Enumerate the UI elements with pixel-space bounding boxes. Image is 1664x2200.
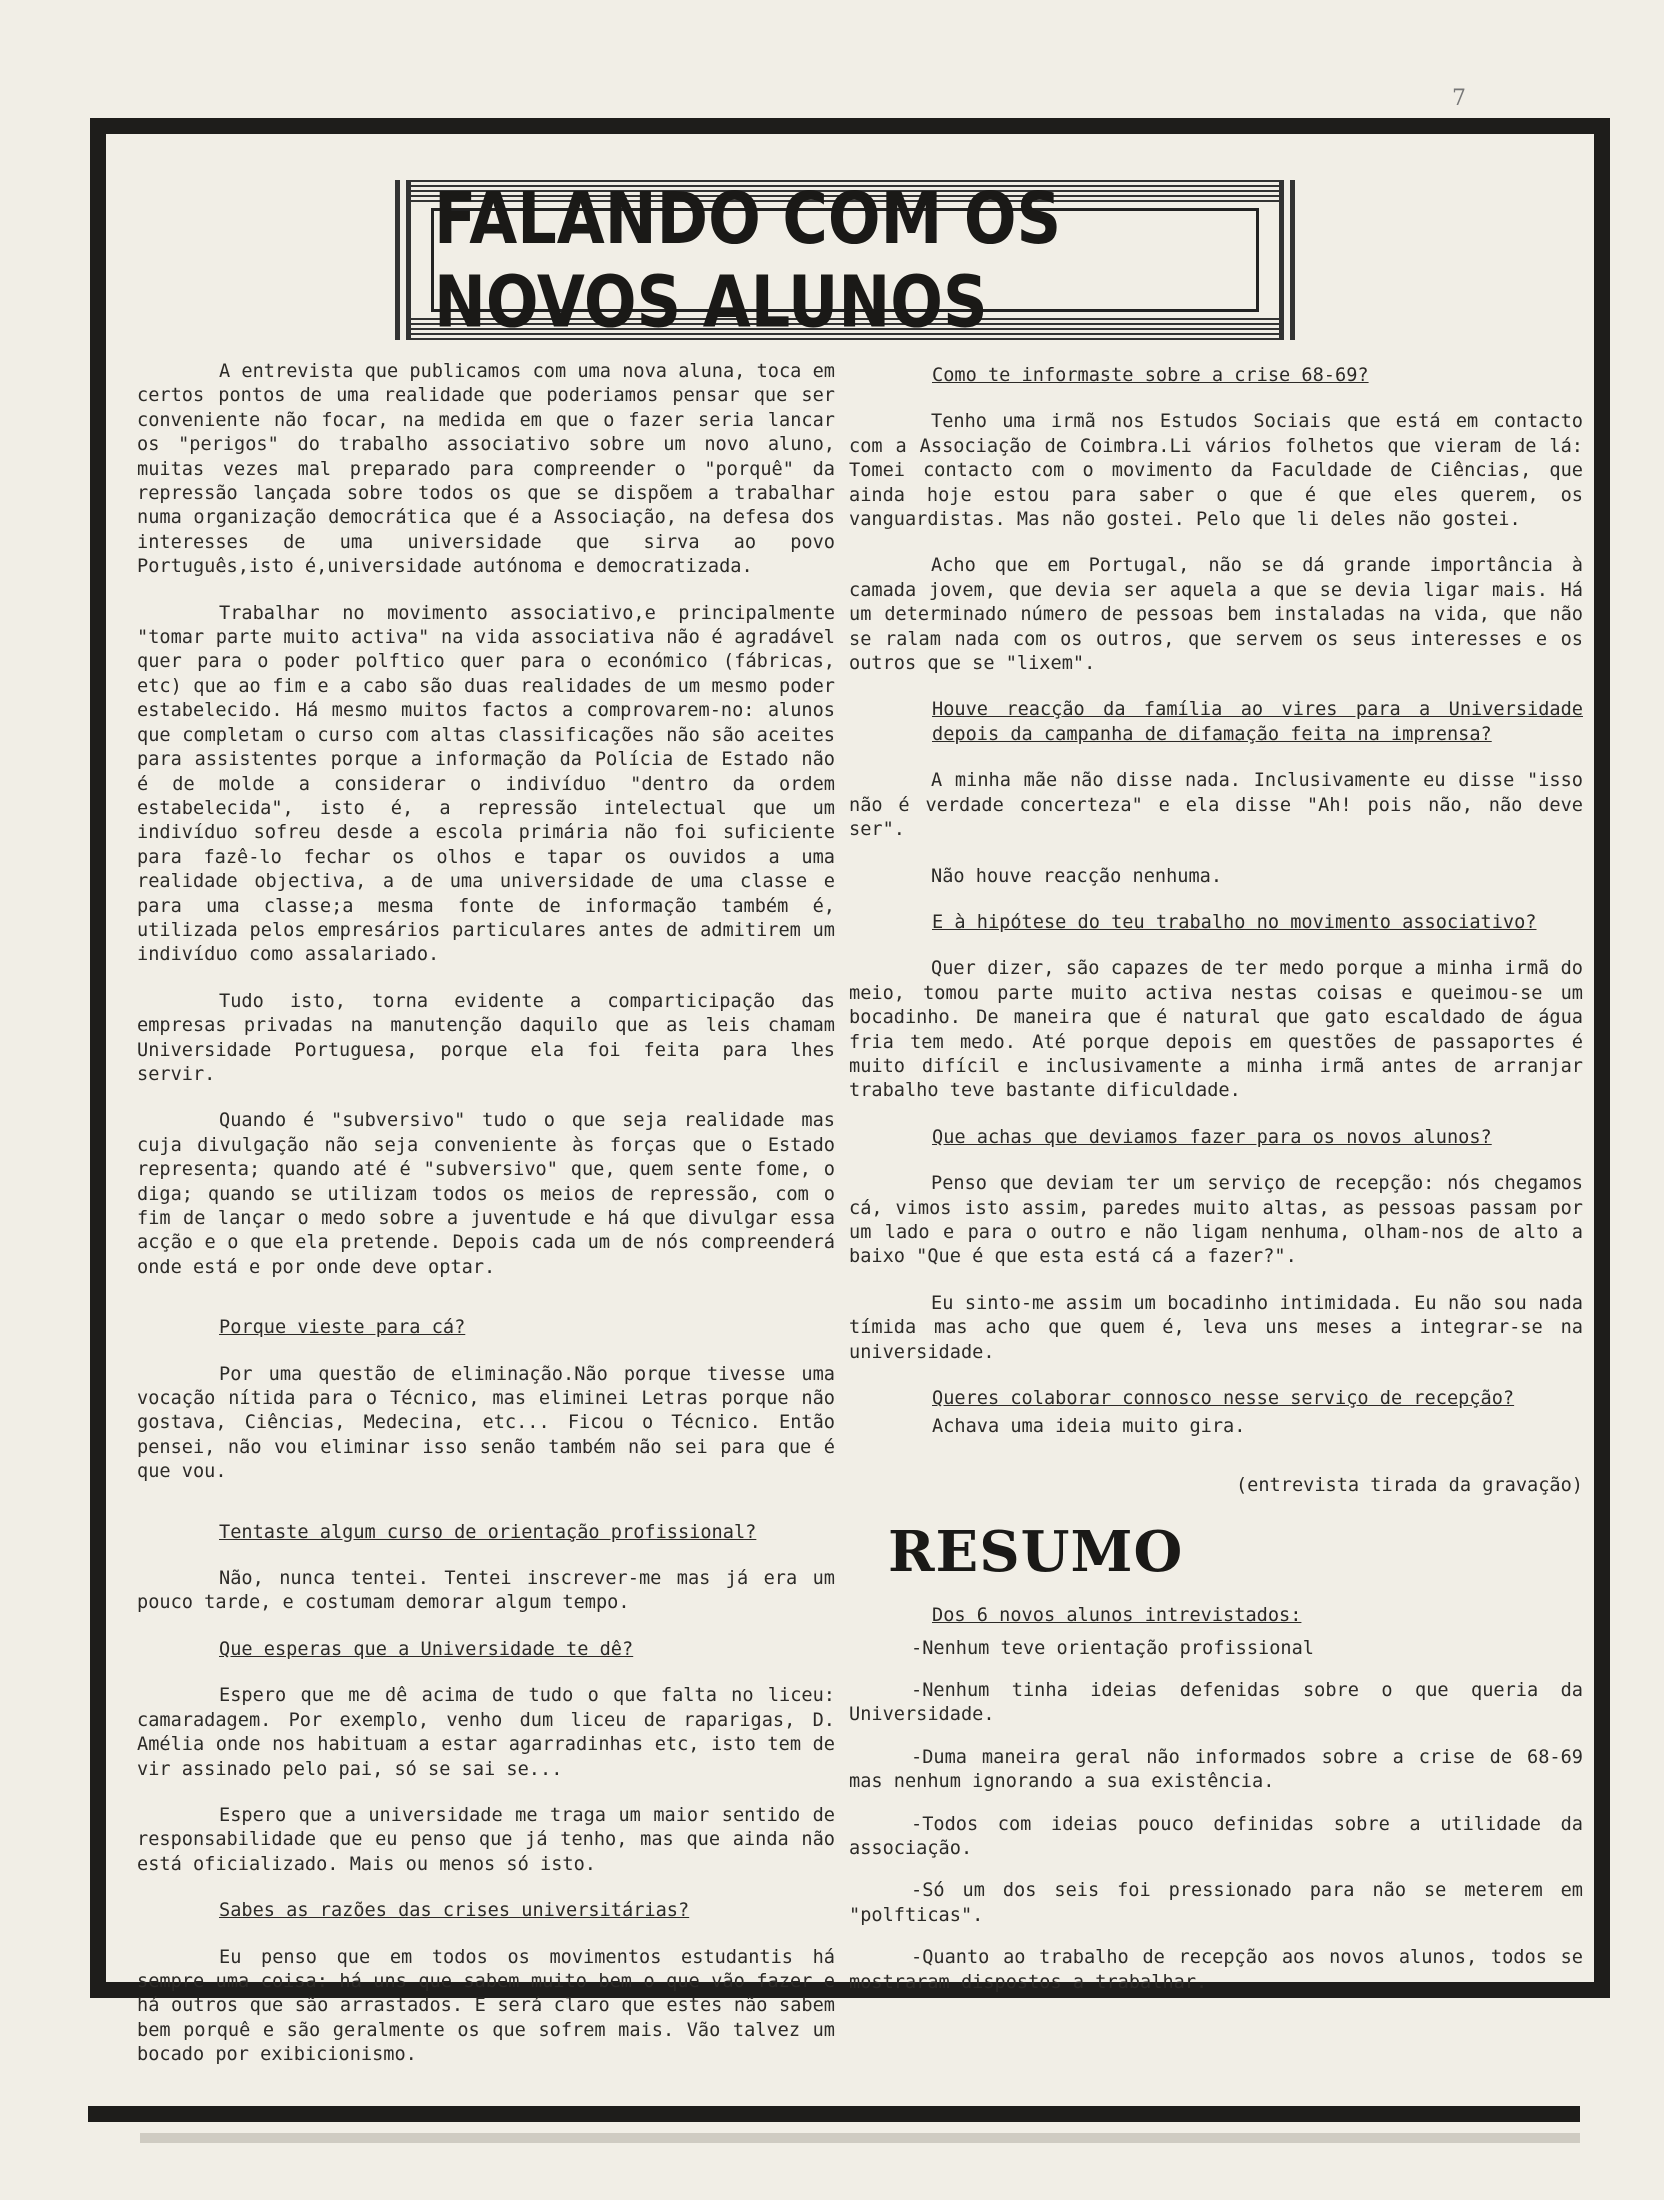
interview-question: Como te informaste sobre a crise 68-69? xyxy=(932,365,1369,386)
resumo-item: -Todos com ideias pouco definidas sobre a utilidade da associação. xyxy=(849,1813,1583,1860)
interview-answer: Não, nunca tentei. Tentei inscrever-me mas já era um pouco tarde, e costumam demorar algum tempo. xyxy=(137,1568,835,1614)
page-number: 7 xyxy=(1452,86,1466,111)
interview-question: Que esperas que a Universidade te dê? xyxy=(219,1638,634,1660)
source-note: (entrevista tirada da gravação) xyxy=(1235,1474,1583,1496)
interview-question: E à hipótese do teu trabalho no movimento associativo? xyxy=(932,911,1537,933)
resumo-item: -Nenhum tinha ideias defenidas sobre o que queria da Universidade. xyxy=(849,1680,1583,1726)
interview-answer: Quer dizer, são capazes de ter medo porque a minha irmã do meio, tomou parte muito activa nestas coisas e queimou-se um bocadinho. De maneira que é natural que gato escaldado de água fria tem medo. Até porque depois em questões de passaportes é muito difícil e inclusivamente a minha irmã antes de arranjar trabalho teve bastante dificuldade. xyxy=(849,958,1583,1102)
resumo-item: -Nenhum teve orientação profissional xyxy=(911,1637,1314,1659)
interview-answer: Por uma questão de eliminação.Não porque tivesse uma vocação nítida para o Técnico, mas eliminei Letras porque não gostava, Ciências, Medecina, etc... Ficou o Técnico. Então pensei, não vou eliminar isso senão também não sei para que é que vou. xyxy=(137,1363,835,1483)
resumo-item: -Duma maneira geral não informados sobre a crise de 68-69 mas nenhum ignorando a sua existência. xyxy=(849,1746,1583,1793)
interview-answer: Eu penso que em todos os movimentos estudantis há sempre uma coisa: há uns que sabem muito bem o que vão fazer e há outros que são arrastados. E será claro que estes não sabem bem porquê e são geralmente os que sofrem mais. Vão talvez um bocado por exibicionismo. xyxy=(137,1946,835,2066)
interview-answer: Penso que deviam ter um serviço de recepção: nós chegamos cá, vimos isto assim, paredes muito altas, as pessoas passam por um lado e para o outro e não ligam nenhuma, olham-nos de alto a baixo "Que é que esta está cá a fazer?". xyxy=(849,1173,1583,1268)
bottom-rule xyxy=(88,2106,1580,2122)
resumo-heading: RESUMO xyxy=(888,1519,1184,1586)
right-column xyxy=(849,364,1583,2013)
left-column xyxy=(137,360,835,2090)
resumo-item: -Quanto ao trabalho de recepção aos novos alunos, todos se mostraram dispostos a trabalhar. xyxy=(849,1947,1583,1993)
interview-answer: A minha mãe não disse nada. Inclusivamente eu disse "isso não é verdade concerteza" e ela disse "Ah! pois não, não deve ser". xyxy=(849,770,1583,841)
bottom-shade-bar xyxy=(140,2133,1580,2143)
intro-paragraph: A entrevista que publicamos com uma nova aluna, toca em certos pontos de uma realidade que poderiamos pensar que ser conveniente não focar, na medida em que o fazer seria lancar os "perigos" do trabalho associativo sobre um novo aluno, muitas vezes mal preparado para compreender o "porquê" da repressão lançada sobre todos os que se dispõem a trabalhar numa organização democrática que é a Associação, na defesa dos interesses de uma universidade que sirva ao povo Português,isto é,universidade autónoma e democratizada. xyxy=(137,361,835,578)
title-box xyxy=(431,176,1259,344)
intro-paragraph: Trabalhar no movimento associativo,e principalmente "tomar parte muito activa" na vida associativa não é agradável quer para o poder polftico quer para o económico (fábricas, etc) que ao fim e a cabo são duas realidades de um mesmo poder estabelecido. Há mesmo muitos factos a comprovarem-no: alunos que completam o curso com altas classificações não são aceites para assistentes porque a informação da Polícia de Estado não é de molde a considerar o indivíduo "dentro da ordem estabelecida", isto é, a repressão intelectual que um indivíduo sofreu desde a escola primária não foi suficiente para fazê-lo fechar os olhos e tapar os ouvidos a uma realidade objectiva, a de uma universidade de uma classe e para uma classe;a mesma fonte de informação também é, utilizada pelos empresários particulares antes de admitirem um indivíduo como assalariado. xyxy=(137,602,835,966)
interview-answer: Espero que me dê acima de tudo o que falta no liceu: camaradagem. Por exemplo, venho dum liceu de raparigas, D. Amélia onde nos habituam a estar agarradinhas etc, isto tem de vir assinado pelo pai, só se sai se... xyxy=(137,1685,835,1780)
interview-question: Queres colaborar connosco nesse serviço de recepção? xyxy=(932,1388,1515,1409)
interview-question: Porque vieste para cá? xyxy=(219,1317,466,1339)
intro-paragraph: Tudo isto, torna evidente a comparticipação das empresas privadas na manutenção daquilo que as leis chamam Universidade Portuguesa, porque ela foi feita para lhes servir. xyxy=(137,990,835,1085)
interview-question: Que achas que deviamos fazer para os novos alunos? xyxy=(932,1126,1492,1148)
intro-paragraph: Quando é "subversivo" tudo o que seja realidade mas cuja divulgação não seja conveniente às forças que o Estado representa; quando até é "subversivo" que, quem sente fome, o diga; quando se utilizam todos os meios de repressão, com o fim de lançar o medo sobre a juventude e há que divulgar essa acção e o que ela pretende. Depois cada um de nós compreenderá onde está e por onde deve optar. xyxy=(137,1110,835,1278)
interview-answer: Não houve reacção nenhuma. xyxy=(931,865,1223,887)
title-banner xyxy=(395,176,1295,344)
interview-answer: Eu sinto-me assim um bocadinho intimidada. Eu não sou nada tímida mas acho que quem é, leva uns meses a integrar-se na universidade. xyxy=(849,1292,1583,1363)
resumo-item: -Só um dos seis foi pressionado para não se meterem em "polfticas". xyxy=(849,1880,1583,1926)
resumo-subtitle: Dos 6 novos alunos intrevistados: xyxy=(932,1605,1302,1627)
interview-question: Tentaste algum curso de orientação profissional? xyxy=(219,1521,757,1543)
interview-answer: Acho que em Portugal, não se dá grande importância à camada jovem, que devia ser aquela a que se devia ligar mais. Há um determinado número de pessoas bem instaladas na vida, que não se ralam nada com os outros, que servem os seus interesses e os outros que se "lixem". xyxy=(849,555,1583,675)
article-title: FALANDO COM OS NOVOS ALUNOS xyxy=(434,176,1062,344)
interview-question: Houve reacção da família ao vires para a Universidade depois da campanha de difamação feita na imprensa? xyxy=(932,699,1583,745)
interview-question: Sabes as razões das crises universitárias? xyxy=(219,1900,690,1922)
interview-answer: Achava uma ideia muito gira. xyxy=(932,1416,1246,1438)
interview-answer: Espero que a universidade me traga um maior sentido de responsabilidade que eu penso que já tenho, mas que ainda não está oficializado. Mais ou menos só isto. xyxy=(137,1804,835,1875)
interview-answer: Tenho uma irmã nos Estudos Sociais que está em contacto com a Associação de Coimbra.Li vários folhetos que vieram de lá: Tomei contacto com o movimento da Faculdade de Ciências, que ainda hoje estou para saber o que é que eles querem, os vanguardistas. Mas não gostei. Pelo que li deles não gostei. xyxy=(849,411,1583,531)
